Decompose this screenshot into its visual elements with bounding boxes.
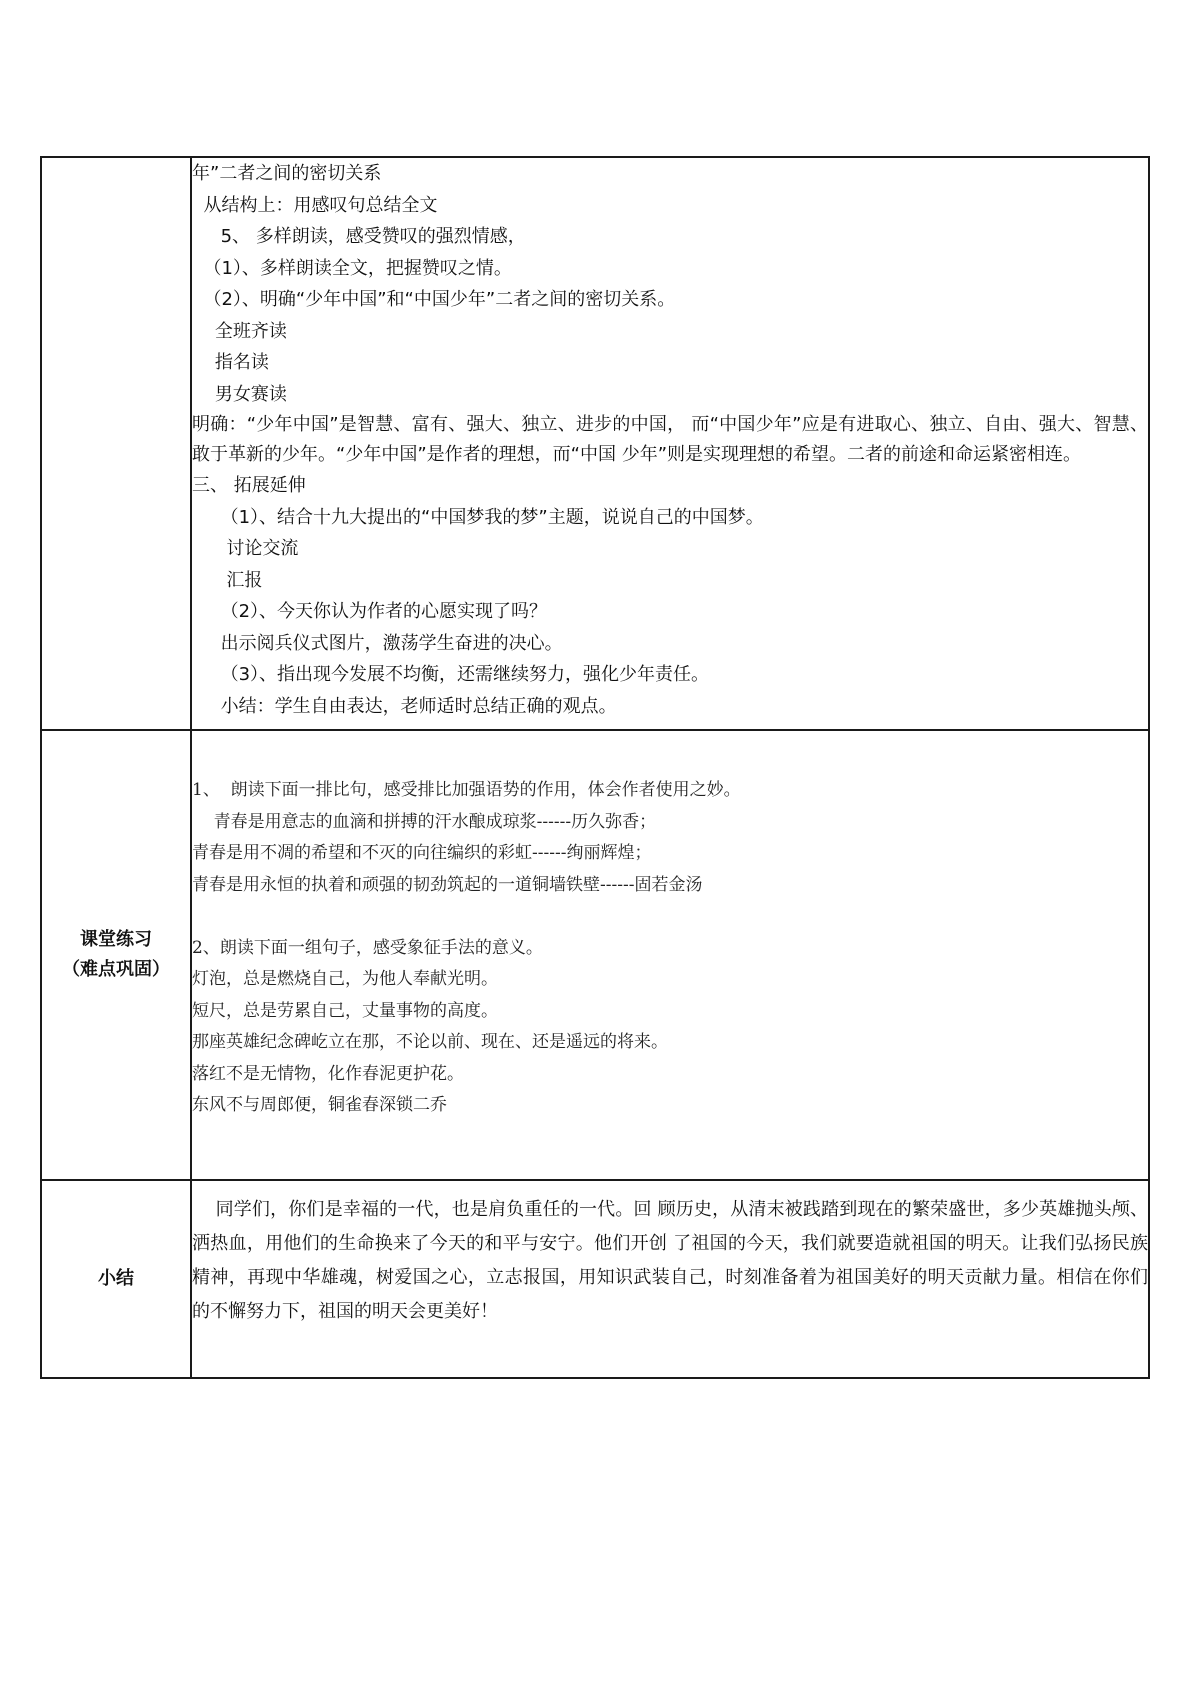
text-line: 小结：学生自由表达，老师适时总结正确的观点。 <box>192 695 617 717</box>
text-line: 汇报 <box>192 569 263 591</box>
row-label-classroom-practice <box>41 730 191 1180</box>
text-line: 三、 拓展延伸 <box>192 475 306 496</box>
lesson-plan-table <box>40 156 1154 1379</box>
text-line: （2）、明确“少年中国”和“中国少年”二者之间的密切关系。 <box>192 289 676 310</box>
text-line: 从结构上：用感叹句总结全文 <box>192 194 438 216</box>
classroom-practice-cell <box>191 730 1149 1180</box>
text-line: 灯泡，总是燃烧自己，为他人奉献光明。 <box>192 969 498 989</box>
text-line: 1、 朗读下面一排比句，感受排比加强语势的作用，体会作者使用之妙。 <box>192 780 741 800</box>
text-line: （3）、指出现今发展不均衡，还需继续努力，强化少年责任。 <box>192 664 710 685</box>
summary-paragraph: 同学们，你们是幸福的一代，也是肩负重任的一代。回 顾历史，从清末被践踏到现在的繁荣盛世，多少英雄抛头颅、 洒热血，用他们的生命换来了今天的和平与安宁。他们开创 了祖国的今天，我们就要造就祖国的明天。让我们弘扬民族 精神，再现中华雄魂，树爱国之心，立志报国，用知识武装自己，时刻准备着为祖国美好的明天贡献力量。相信在你们 的不懈努力下，祖国的明天会更美好！ <box>192 1199 1154 1322</box>
exercise-1 <box>192 775 1148 901</box>
text-line: （1）、结合十九大提出的“中国梦我的梦”主题，说说自己的中国梦。 <box>192 506 764 528</box>
text-line: 落红不是无情物，化作春泥更护花。 <box>192 1063 464 1084</box>
text-line: 出示阅兵仪式图片，激荡学生奋进的决心。 <box>192 632 563 654</box>
text-line: 青春是用永恒的执着和顽强的韧劲筑起的一道铜墙铁壁------固若金汤 <box>192 874 703 895</box>
blank-line <box>192 901 1148 933</box>
label-line: （难点巩固） <box>62 959 170 980</box>
text-line: 男女赛读 <box>192 383 287 405</box>
text-line: 那座英雄纪念碑屹立在那，不论以前、现在、还是遥远的将来。 <box>192 1032 668 1052</box>
text-line: 指名读 <box>192 352 269 373</box>
text-line: 年”二者之间的密切关系 <box>192 163 382 184</box>
text-line: 全班齐读 <box>192 320 287 342</box>
label-line: 小结 <box>98 1268 134 1289</box>
text-line: 短尺，总是劳累自己，丈量事物的高度。 <box>192 1000 498 1021</box>
row-label-empty <box>41 157 191 730</box>
text-line: 青春是用意志的血滴和拼搏的汗水酿成琼浆------历久弥香； <box>192 811 657 832</box>
text-line: 5、 多样朗读，感受赞叹的强烈情感， <box>192 226 526 247</box>
text-line: （1）、多样朗读全文，把握赞叹之情。 <box>192 257 512 279</box>
row-label-summary <box>41 1180 191 1378</box>
text-line: 青春是用不凋的希望和不灭的向往编织的彩虹------绚丽辉煌； <box>192 843 652 863</box>
teaching-process-cell <box>191 157 1149 730</box>
clarification-paragraph: 明确：“少年中国”是智慧、富有、强大、独立、进步的中国， 而“中国少年”应是有进取心、独立、自由、强大、智慧、 敢于革新的少年。“少年中国”是作者的理想，而“中国 少年”则是实现理想的希望。二者的前途和命运紧密相连。 <box>192 414 1148 465</box>
process-lines-2 <box>192 470 1148 722</box>
text-line: 东风不与周郎便，铜雀春深锁二乔 <box>192 1095 447 1115</box>
table-row <box>41 157 1149 730</box>
text-line: （2）、今天你认为作者的心愿实现了吗？ <box>192 601 548 622</box>
table-row <box>41 1180 1149 1378</box>
table-row <box>41 730 1149 1180</box>
exercise-2 <box>192 933 1148 1122</box>
process-lines-1 <box>192 158 1148 410</box>
text-line: 2、朗读下面一组句子，感受象征手法的意义。 <box>192 937 543 958</box>
summary-cell <box>191 1180 1154 1378</box>
text-line: 讨论交流 <box>192 538 299 559</box>
label-line: 课堂练习 <box>80 929 152 950</box>
